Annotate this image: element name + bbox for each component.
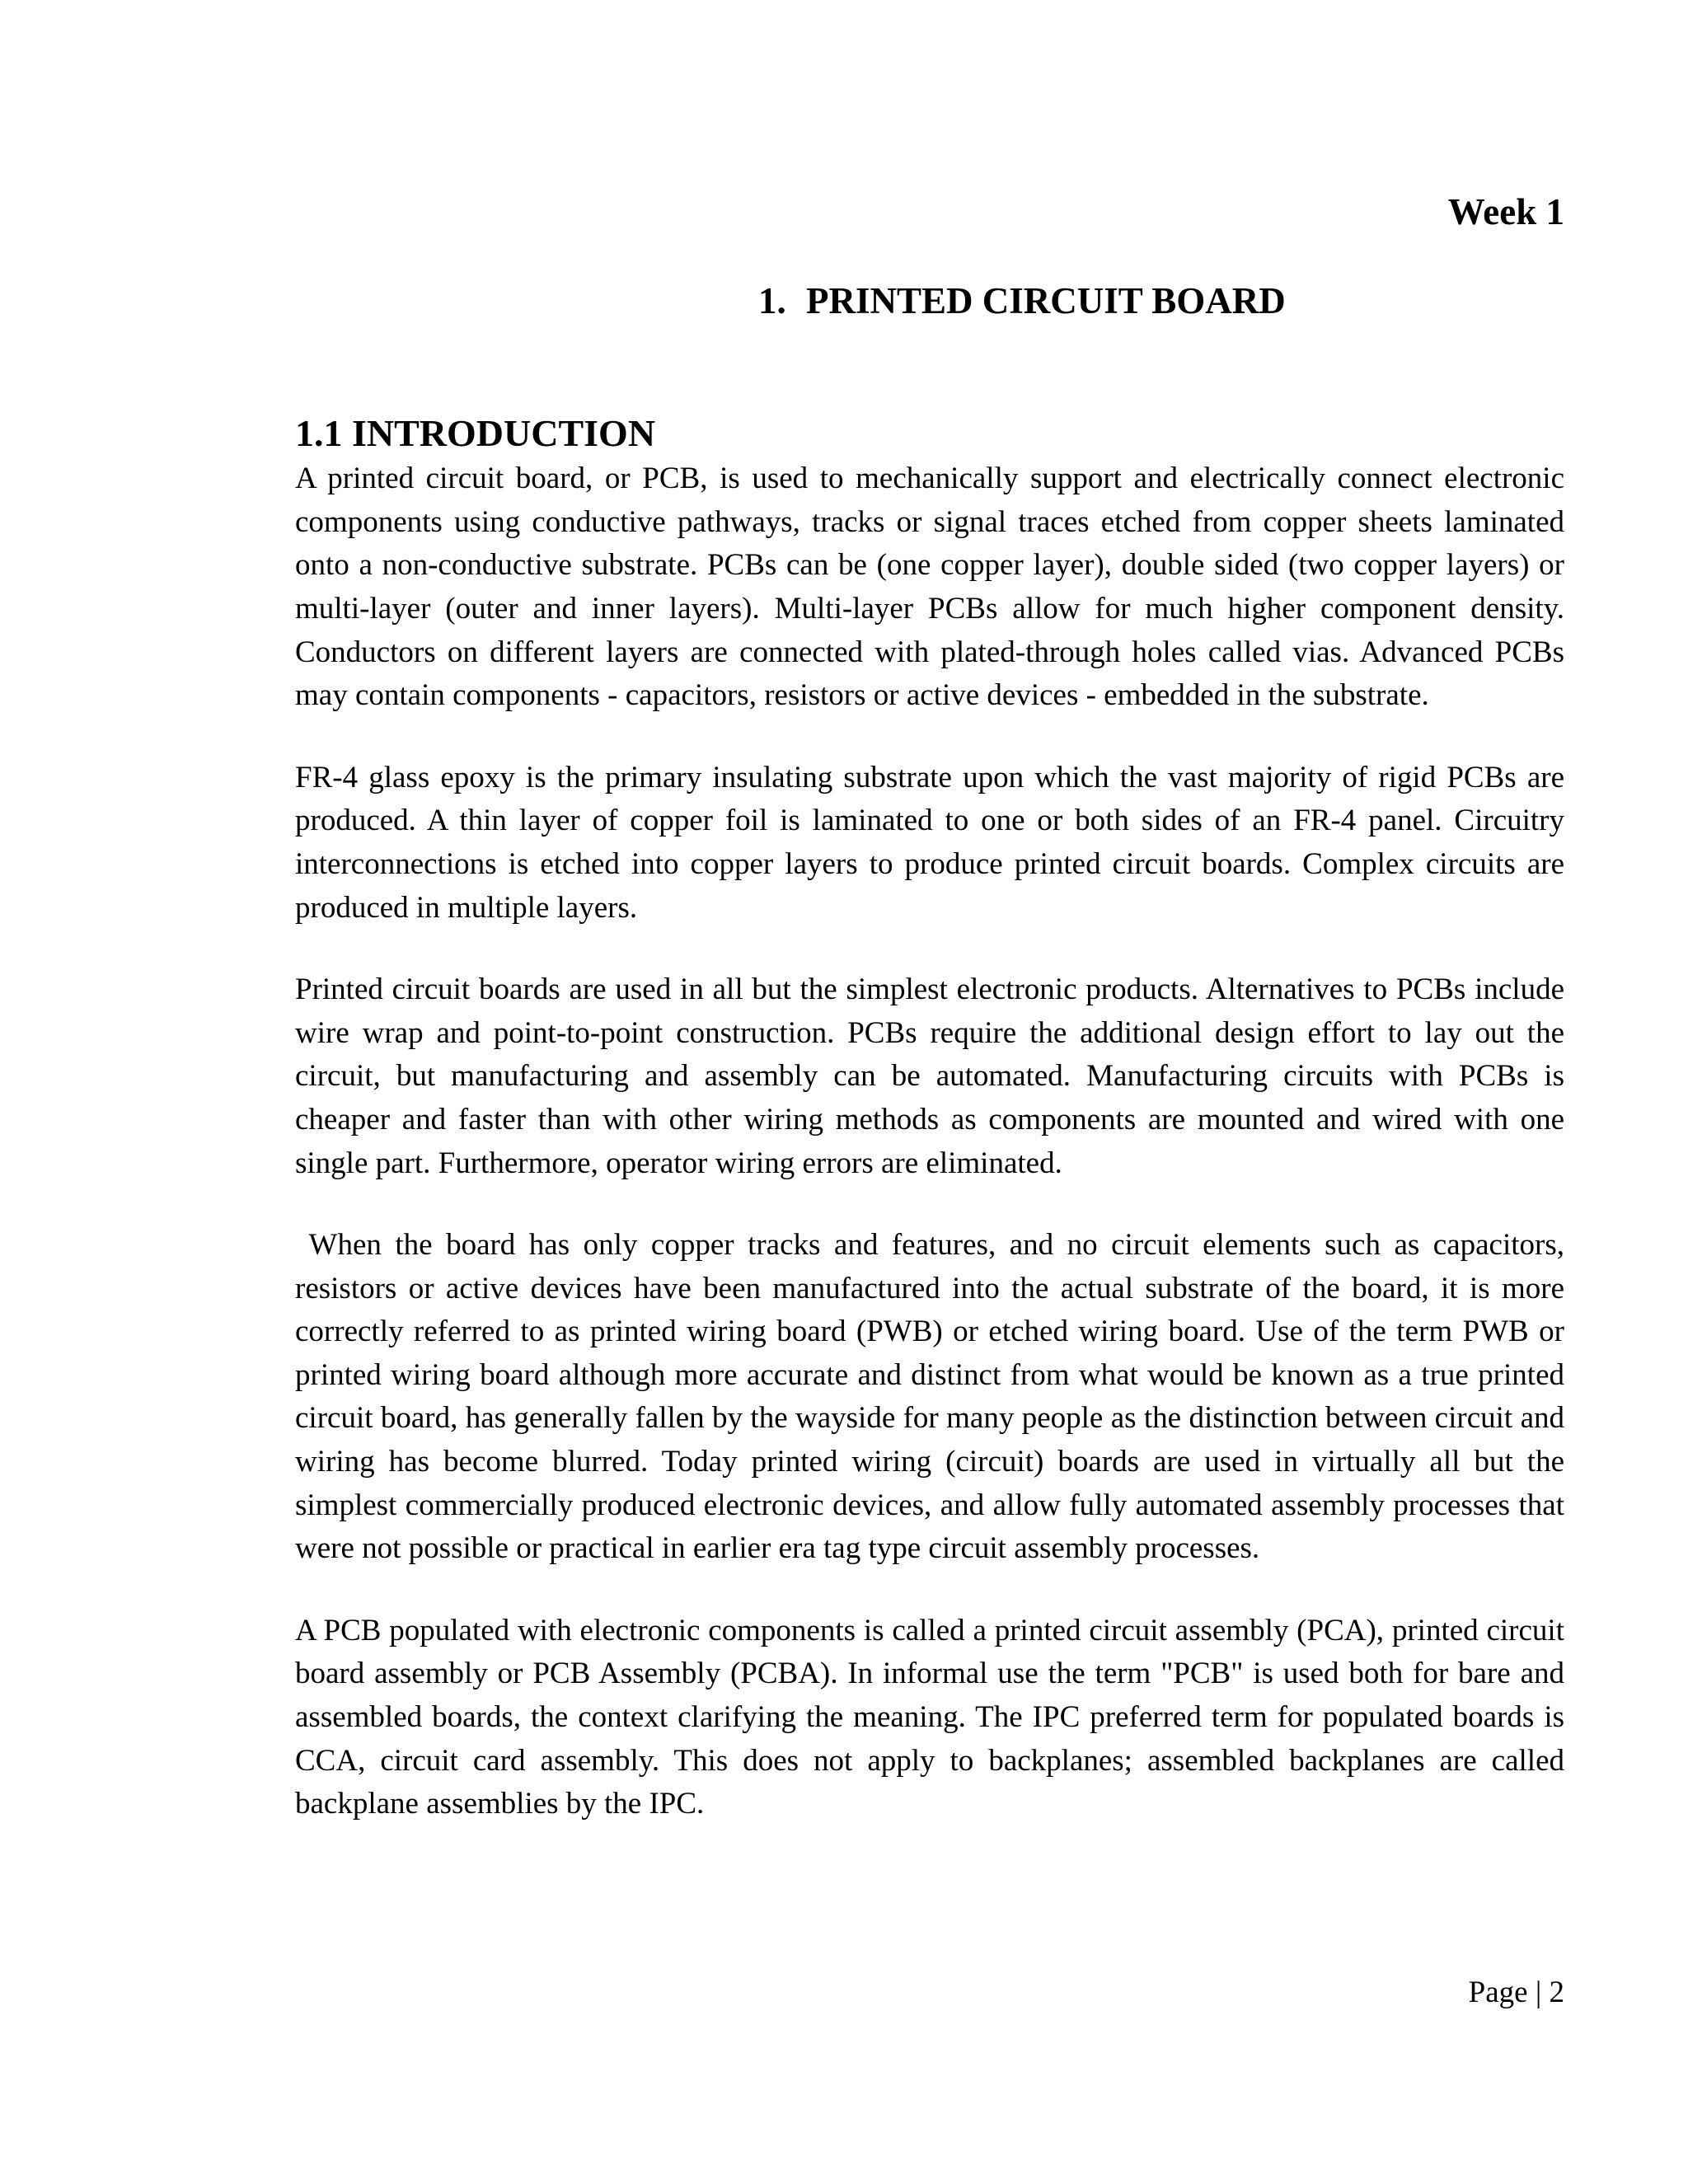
- paragraph: A PCB populated with electronic components is called a printed circuit assembly (PCA), printed circuit board assembly or PCB Assembly (PCBA). In informal use the term "PCB" is used both for bare and assembled boards, the context clarifying the meaning. The IPC preferred term for populated boards is CCA, circuit card assembly. This does not apply to backplanes; assembled backplanes are called backplane assemblies by the IPC.: [295, 1613, 1564, 1821]
- section-heading: 1.1 INTRODUCTION: [295, 412, 656, 454]
- chapter-title-text: PRINTED CIRCUIT BOARD: [806, 280, 1286, 321]
- week-label: Week 1: [1447, 191, 1564, 232]
- paragraph: A printed circuit board, or PCB, is used to mechanically support and electrically connect electronic components using conductive pathways, tracks or signal traces etched from copper sheets laminated onto a non-conductive substrate. PCBs can be (one copper layer), double sided (two copper layers) or multi-layer (outer and inner layers). Multi-layer PCBs allow for much higher component density. Conductors on different layers are connected with plated-through holes called vias. Advanced PCBs may contain components - capacitors, resistors or active devices - embedded in the substrate.: [295, 462, 1564, 713]
- chapter-number: 1.: [758, 280, 786, 321]
- chapter-title: [758, 279, 1286, 323]
- page-number: Page | 2: [1468, 1975, 1564, 2009]
- paragraph: When the board has only copper tracks and features, and no circuit elements such as capacitors, resistors or active devices have been manufactured into the actual substrate of the board, it is more correctly referred to as printed wiring board (PWB) or etched wiring board. Use of the term PWB or printed wiring board although more accurate and distinct from what would be known as a true printed circuit board, has generally fallen by the wayside for many people as the distinction between circuit and wiring has become blurred. Today printed wiring (circuit) boards are used in virtually all but the simplest commercially produced electronic devices, and allow fully automated assembly processes that were not possible or practical in earlier era tag type circuit assembly processes.: [295, 1228, 1573, 1566]
- paragraph: Printed circuit boards are used in all but the simplest electronic products. Alternatives to PCBs include wire wrap and point-to-point construction. PCBs require the additional design effort to lay out the circuit, but manufacturing and assembly can be automated. Manufacturing circuits with PCBs is cheaper and faster than with other wiring methods as components are mounted and wired with one single part. Furthermore, operator wiring errors are eliminated.: [295, 972, 1564, 1180]
- paragraph: FR-4 glass epoxy is the primary insulating substrate upon which the vast majority of rigid PCBs are produced. A thin layer of copper foil is laminated to one or both sides of an FR-4 panel. Circuitry interconnections is etched into copper layers to produce printed circuit boards. Complex circuits are produced in multiple layers.: [295, 760, 1564, 925]
- section-content: [295, 410, 1573, 1865]
